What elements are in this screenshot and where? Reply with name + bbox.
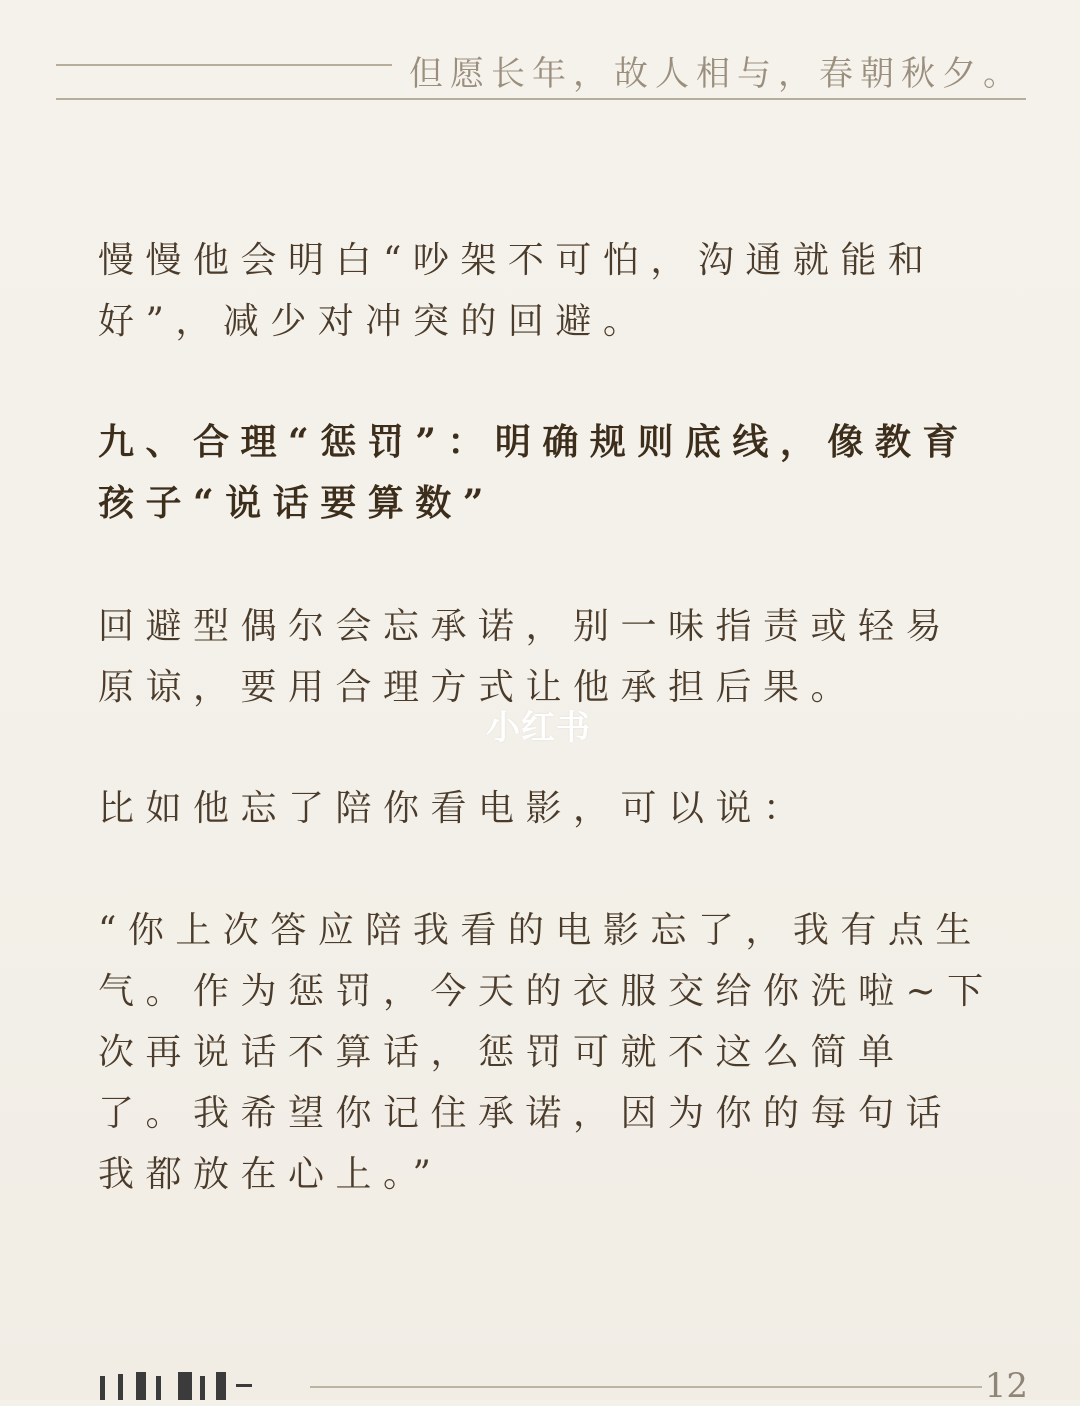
- quote-paragraph: “你上次答应陪我看的电影忘了，我有点生气。作为惩罚，今天的衣服交给你洗啦~下次再说话不算话，惩罚可就不这么简单了。我希望你记住承诺，因为你的每句话我都放在心上。”: [98, 910, 995, 1195]
- header-rule-short: [56, 64, 392, 66]
- footer-rule: [310, 1386, 982, 1388]
- paragraph-2: 回避型偶尔会忘承诺，别一味指责或轻易原谅，要用合理方式让他承担后果。: [98, 606, 954, 708]
- paragraph-1: 慢慢他会明白“吵架不可怕，沟通就能和好”，减少对冲突的回避。: [98, 240, 936, 342]
- header-motto: 但愿长年，故人相与，春朝秋夕。: [409, 54, 1024, 94]
- watermark-logo: 小红书: [486, 708, 591, 748]
- footer-decoration-icon: [96, 1366, 276, 1400]
- paragraph-3: 比如他忘了陪你看电影，可以说：: [98, 788, 811, 829]
- header-rule-long: [56, 98, 1026, 100]
- section-heading-9: 九、合理“惩罚”：明确规则底线，像教育孩子“说话要算数”: [98, 421, 970, 524]
- page-number: 12: [984, 1366, 1028, 1406]
